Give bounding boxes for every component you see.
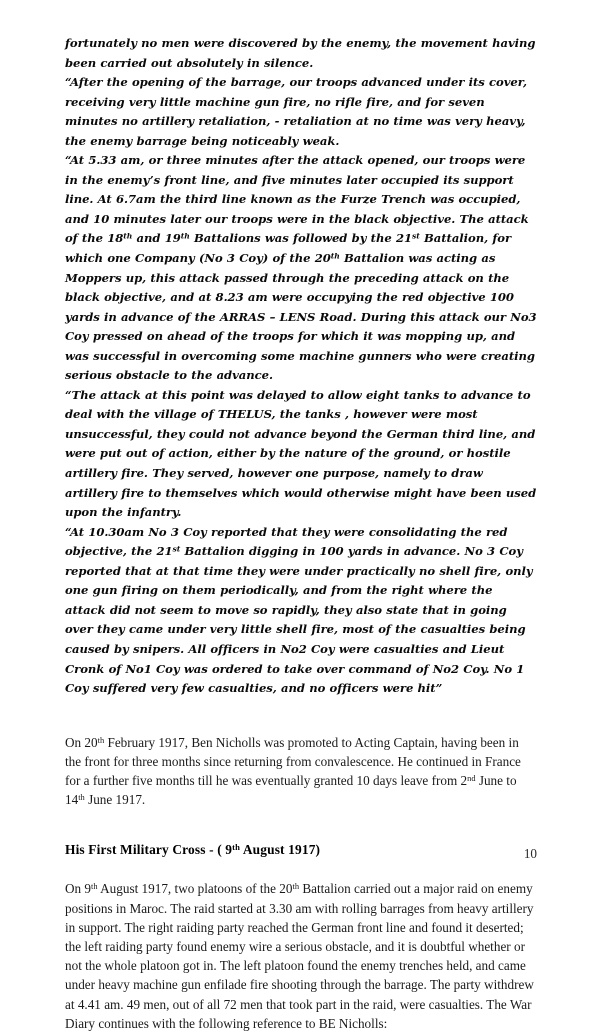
diary-paragraph-5-text: “At 10.30am No 3 Coy reported that they were consolidating the red objective, the 21st Battalion digging in 100 yards in advance. No 3 Coy reported that at that time they were under practically no shell fire, only one gun firing on them periodically, and from the right where the attack did not seem to move so rapidly, they also state that in going over they came under very little shell fire, most of the casualties being caused by snipers. All officers in No2 Coy were casualties and Lieut Cronk of No1 Coy was ordered to take over command of No2 Coy. No 1 Coy suffered very few casualties, and no officers were hit” [65,524,533,696]
section-heading-text: His First Military Cross - ( 9th August 1917) [65,842,321,858]
raid-paragraph [65,879,537,1033]
diary-paragraph-5 [65,523,537,699]
diary-paragraph-4 [65,386,537,523]
spacer-after-heading [65,858,537,879]
diary-paragraph-3-text: “At 5.33 am, or three minutes after the attack opened, our troops were in the enemy’s front line, and five minutes later occupied its support line. At 6.7am the third line known as the Furze Trench was occupied, and 10 minutes later our troops were in the black objective. The attack of the 18th and 19th Battalions was followed by the 21st Battalion, for which one Company (No 3 Coy) of the 20th Battalion was acting as Moppers up, this attack passed through the preceding attack on the black objective, and at 8.23 am were occupying the red objective 100 yards in advance of the ARRAS – LENS Road. During this attack our No3 Coy pressed on ahead of the troops for which it was mopping up, and was successful in overcoming some machine gunners who were creating serious obstacle to the advance. [65,153,537,383]
promotion-section [65,733,537,810]
promotion-paragraph [65,733,537,810]
diary-paragraph-3 [65,151,537,386]
page-number: 10 [523,846,537,861]
diary-paragraph-4-text: “The attack at this point was delayed to allow eight tanks to advance to deal with the village of THELUS, the tanks , however were most unsuccessful, they could not advance beyond the German third line, and were put out of action, either by the nature of the ground, or hostile artillery fire. They served, however one purpose, namely to draw artillery fire to themselves which would otherwise might have been used upon the infantry. [65,387,537,520]
diary-paragraph-1 [65,34,537,73]
promotion-paragraph-text: On 20th February 1917, Ben Nicholls was promoted to Acting Captain, having been in the front for three months since returning from convalescence. He continued in France for a further five months till he was eventually granted 10 days leave from 2nd June to 14th June 1917. [65,734,521,808]
war-diary-quote-block [65,34,537,699]
diary-paragraph-2-text: “After the opening of the barrage, our troops advanced under its cover, receiving very little machine gun fire, no rifle fire, and for seven minutes no artillery retaliation, - retaliation at no time was very heavy, the enemy barrage being noticeably weak. [65,75,527,148]
diary-paragraph-2 [65,73,537,151]
spacer-after-diary [65,699,537,733]
spacer-before-heading [65,809,537,841]
raid-section [65,879,537,1033]
section-heading-military-cross [65,841,537,858]
diary-paragraph-1-text: fortunately no men were discovered by the enemy, the movement having been carried out absolutely in silence. [65,36,536,70]
raid-paragraph-text: On 9th August 1917, two platoons of the 20th Battalion carried out a major raid on enemy positions in Maroc. The raid started at 3.30 am with rolling barrages from heavy artillery in support. The right raiding party reached the German front line and found it deserted; the left raiding party found enemy wire a serious obstacle, and it is doubtful whether or not the whole platoon got in. The left platoon found the enemy trenches held, and came under heavy machine gun enfilade fire shooting through the barrage. The party withdrew at 4.41 am. 49 men, out of all 72 men that took part in the raid, were casualties. The War Diary continues with the following reference to BE Nicholls: [65,881,534,1031]
